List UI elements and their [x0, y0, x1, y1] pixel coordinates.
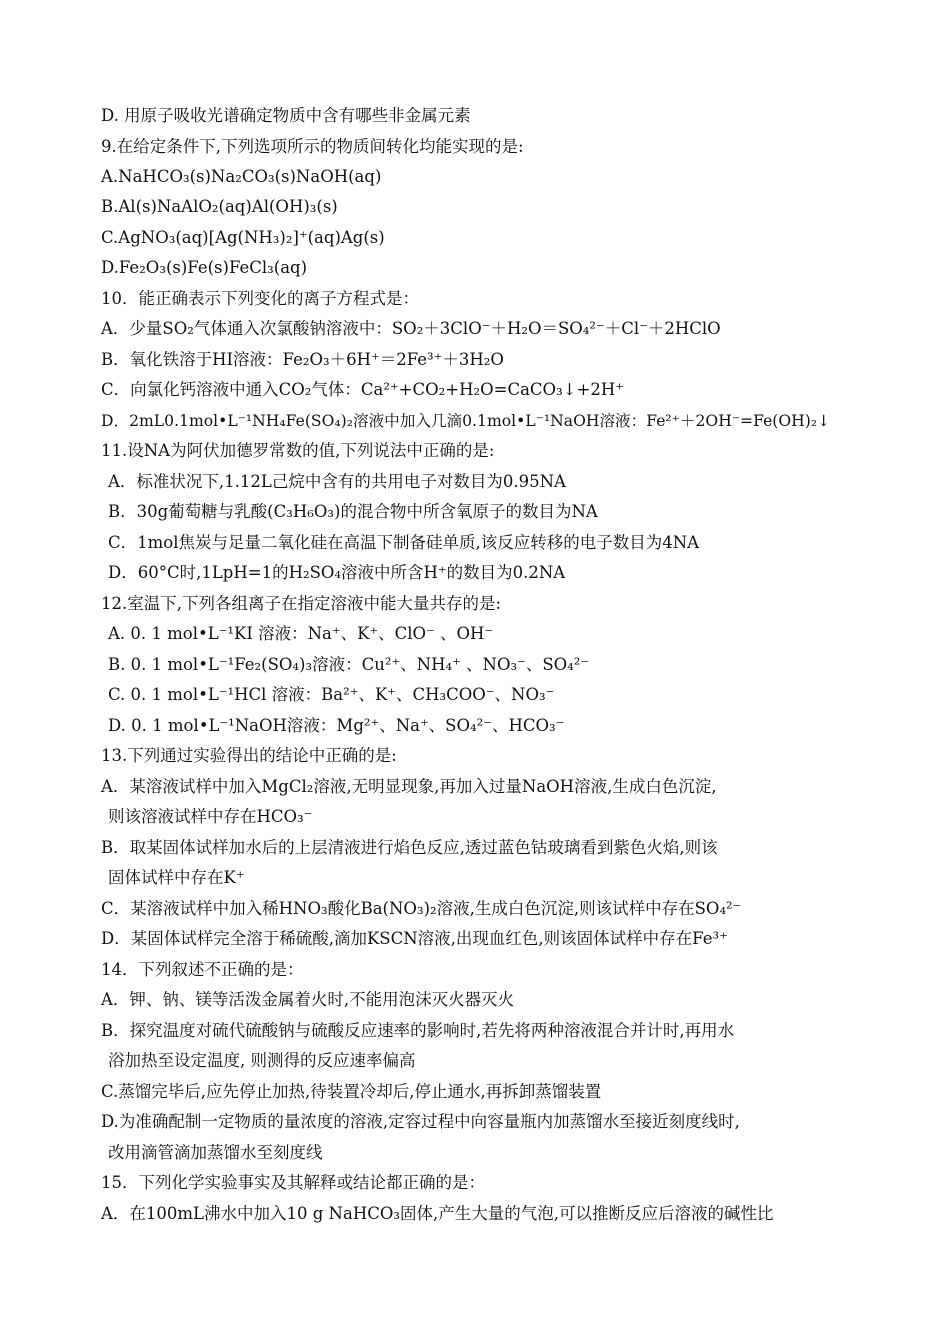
question-9-stem: 9.在给定条件下,下列选项所示的物质间转化均能实现的是: [101, 137, 524, 156]
question-14-stem: 14．下列叙述不正确的是： [101, 960, 304, 979]
q12-option-b: B. 0. 1 mol•L⁻¹Fe₂(SO₄)₃溶液：Cu²⁺、NH₄⁺ 、NO₃⁻、SO₄²⁻ [108, 655, 590, 674]
q12-option-a: A. 0. 1 mol•L⁻¹KI 溶液：Na⁺、K⁺、ClO⁻ 、OH⁻ [108, 624, 494, 643]
q10-option-b: B．氧化铁溶于HI溶液：Fe₂O₃＋6H⁺＝2Fe³⁺＋3H₂O [101, 350, 504, 369]
q9-option-c: C.AgNO₃(aq)[Ag(NH₃)₂]⁺(aq)Ag(s) [101, 228, 385, 247]
q12-option-d: D. 0. 1 mol•L⁻¹NaOH溶液：Mg²⁺、Na⁺、SO₄²⁻、HCO₃⁻ [108, 716, 565, 735]
q14-option-a: A．钾、钠、镁等活泼金属着火时,不能用泡沫灭火器灭火 [101, 990, 515, 1009]
text-line: D. 用原子吸收光谱确定物质中含有哪些非金属元素 [101, 106, 471, 125]
q11-option-c: C．1mol焦炭与足量二氧化硅在高温下制备硅单质,该反应转移的电子数目为4NA [108, 533, 700, 552]
q13-option-a-cont: 则该溶液试样中存在HCO₃⁻ [108, 807, 313, 826]
q10-option-c: C．向氯化钙溶液中通入CO₂气体：Ca²⁺+CO₂+H₂O=CaCO₃↓+2H⁺ [101, 380, 624, 399]
question-15-stem: 15．下列化学实验事实及其解释或结论都正确的是： [101, 1173, 485, 1192]
question-12-stem: 12.室温下,下列各组离子在指定溶液中能大量共存的是: [101, 594, 502, 613]
q11-option-d: D．60°C时,1LpH=1的H₂SO₄溶液中所含H⁺的数目为0.2NA [108, 563, 566, 582]
q13-option-b: B．取某固体试样加水后的上层清液进行焰色反应,透过蓝色钴玻璃看到紫色火焰,则该 [101, 838, 718, 857]
q14-option-b-cont: 浴加热至设定温度, 则测得的反应速率偏高 [108, 1051, 416, 1070]
q13-option-c: C．某溶液试样中加入稀HNO₃酸化Ba(NO₃)₂溶液,生成白色沉淀,则该试样中存在SO₄²⁻ [101, 899, 742, 918]
q14-option-d-cont: 改用滴管滴加蒸馏水至刻度线 [108, 1143, 323, 1162]
q13-option-b-cont: 固体试样中存在K⁺ [108, 868, 245, 887]
q11-option-a: A．标准状况下,1.12L己烷中含有的共用电子对数目为0.95NA [108, 472, 566, 491]
question-11-stem: 11.设NA为阿伏加德罗常数的值,下列说法中正确的是: [101, 441, 495, 460]
q11-option-b: B．30g葡萄糖与乳酸(C₃H₆O₃)的混合物中所含氧原子的数目为NA [108, 502, 598, 521]
q14-option-c: C.蒸馏完毕后,应先停止加热,待装置冷却后,停止通水,再拆卸蒸馏装置 [101, 1082, 602, 1101]
q14-option-d: D.为准确配制一定物质的量浓度的溶液,定容过程中向容量瓶内加蒸馏水至接近刻度线时, [101, 1112, 740, 1131]
q13-option-a: A．某溶液试样中加入MgCl₂溶液,无明显现象,再加入过量NaOH溶液,生成白色沉淀, [101, 777, 717, 796]
question-13-stem: 13.下列通过实验得出的结论中正确的是: [101, 746, 397, 765]
q10-option-a: A．少量SO₂气体通入次氯酸钠溶液中：SO₂＋3ClO⁻＋H₂O＝SO₄²⁻＋Cl⁻＋2HClO [101, 319, 721, 338]
q15-option-a: A．在100mL沸水中加入10 g NaHCO₃固体,产生大量的气泡,可以推断反应后溶液的碱性比 [101, 1204, 774, 1223]
q12-option-c: C. 0. 1 mol•L⁻¹HCl 溶液：Ba²⁺、K⁺、CH₃COO⁻、NO₃⁻ [108, 685, 555, 704]
q9-option-a: A.NaHCO₃(s)Na₂CO₃(s)NaOH(aq) [101, 167, 382, 186]
q10-option-d: D．2mL0.1mol•L⁻¹NH₄Fe(SO₄)₂溶液中加入几滴0.1mol•L⁻¹NaOH溶液：Fe²⁺＋2OH⁻=Fe(OH)₂↓ [101, 412, 831, 430]
q14-option-b: B．探究温度对硫代硫酸钠与硫酸反应速率的影响时,若先将两种溶液混合并计时,再用水 [101, 1021, 735, 1040]
q9-option-d: D.Fe₂O₃(s)Fe(s)FeCl₃(aq) [101, 258, 308, 277]
question-10-stem: 10．能正确表示下列变化的离子方程式是： [101, 289, 419, 308]
q9-option-b: B.Al(s)NaAlO₂(aq)Al(OH)₃(s) [101, 197, 338, 216]
q13-option-d: D．某固体试样完全溶于稀硫酸,滴加KSCN溶液,出现血红色,则该固体试样中存在Fe³⁺ [101, 929, 728, 948]
